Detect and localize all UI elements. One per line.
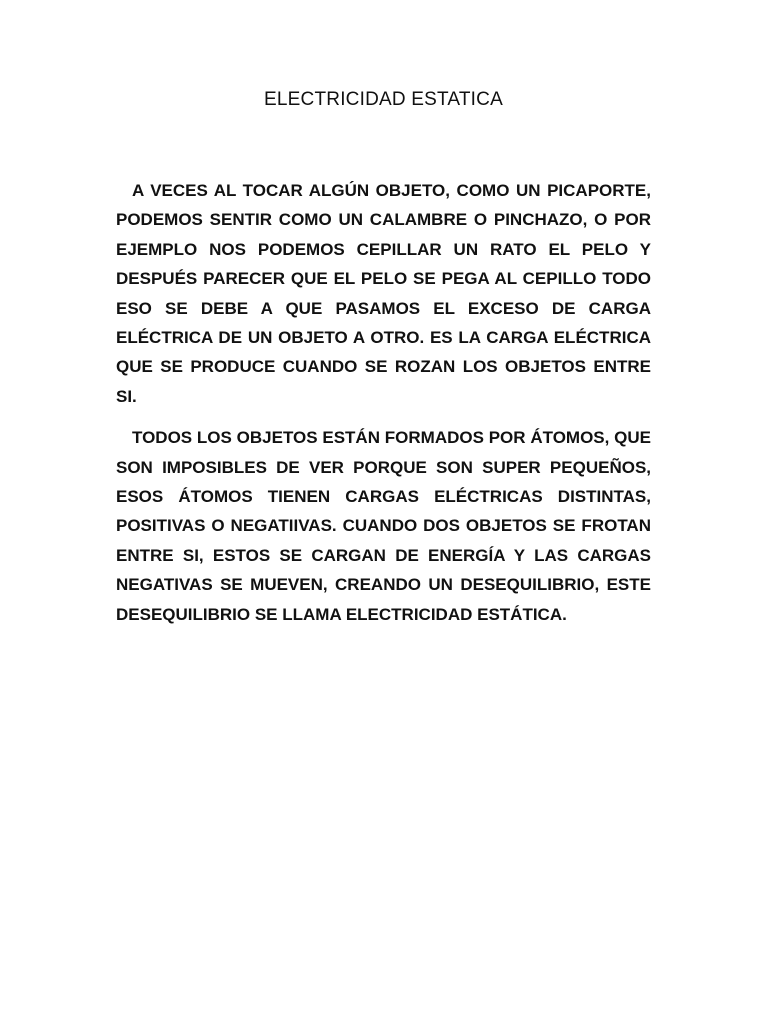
document-title: ELECTRICIDAD ESTATICA (264, 89, 503, 110)
paragraph-static-charge-intro: A VECES AL TOCAR ALGÚN OBJETO, COMO UN PICAPORTE, PODEMOS SENTIR COMO UN CALAMBRE O PINCHAZO, O POR EJEMPLO NOS PODEMOS CEPILLAR UN RATO EL PELO Y DESPUÉS PARECER QUE EL PELO SE PEGA AL CEPILLO TODO ESO SE DEBE A QUE PASAMOS EL EXCESO DE CARGA ELÉCTRICA DE UN OBJETO A OTRO. ES LA CARGA ELÉCTRICA QUE SE PRODUCE CUANDO SE ROZAN LOS OBJETOS ENTRE SI. (116, 181, 651, 406)
paragraph-atoms-explanation: TODOS LOS OBJETOS ESTÁN FORMADOS POR ÁTOMOS, QUE SON IMPOSIBLES DE VER PORQUE SON SUPER PEQUEÑOS, ESOS ÁTOMOS TIENEN CARGAS ELÉCTRICAS DISTINTAS, POSITIVAS O NEGATIIVAS. CUANDO DOS OBJETOS SE FROTAN ENTRE SI, ESTOS SE CARGAN DE ENERGÍA Y LAS CARGAS NEGATIVAS SE MUEVEN, CREANDO UN DESEQUILIBRIO, ESTE DESEQUILIBRIO SE LLAMA ELECTRICIDAD ESTÁTICA. (116, 428, 651, 624)
